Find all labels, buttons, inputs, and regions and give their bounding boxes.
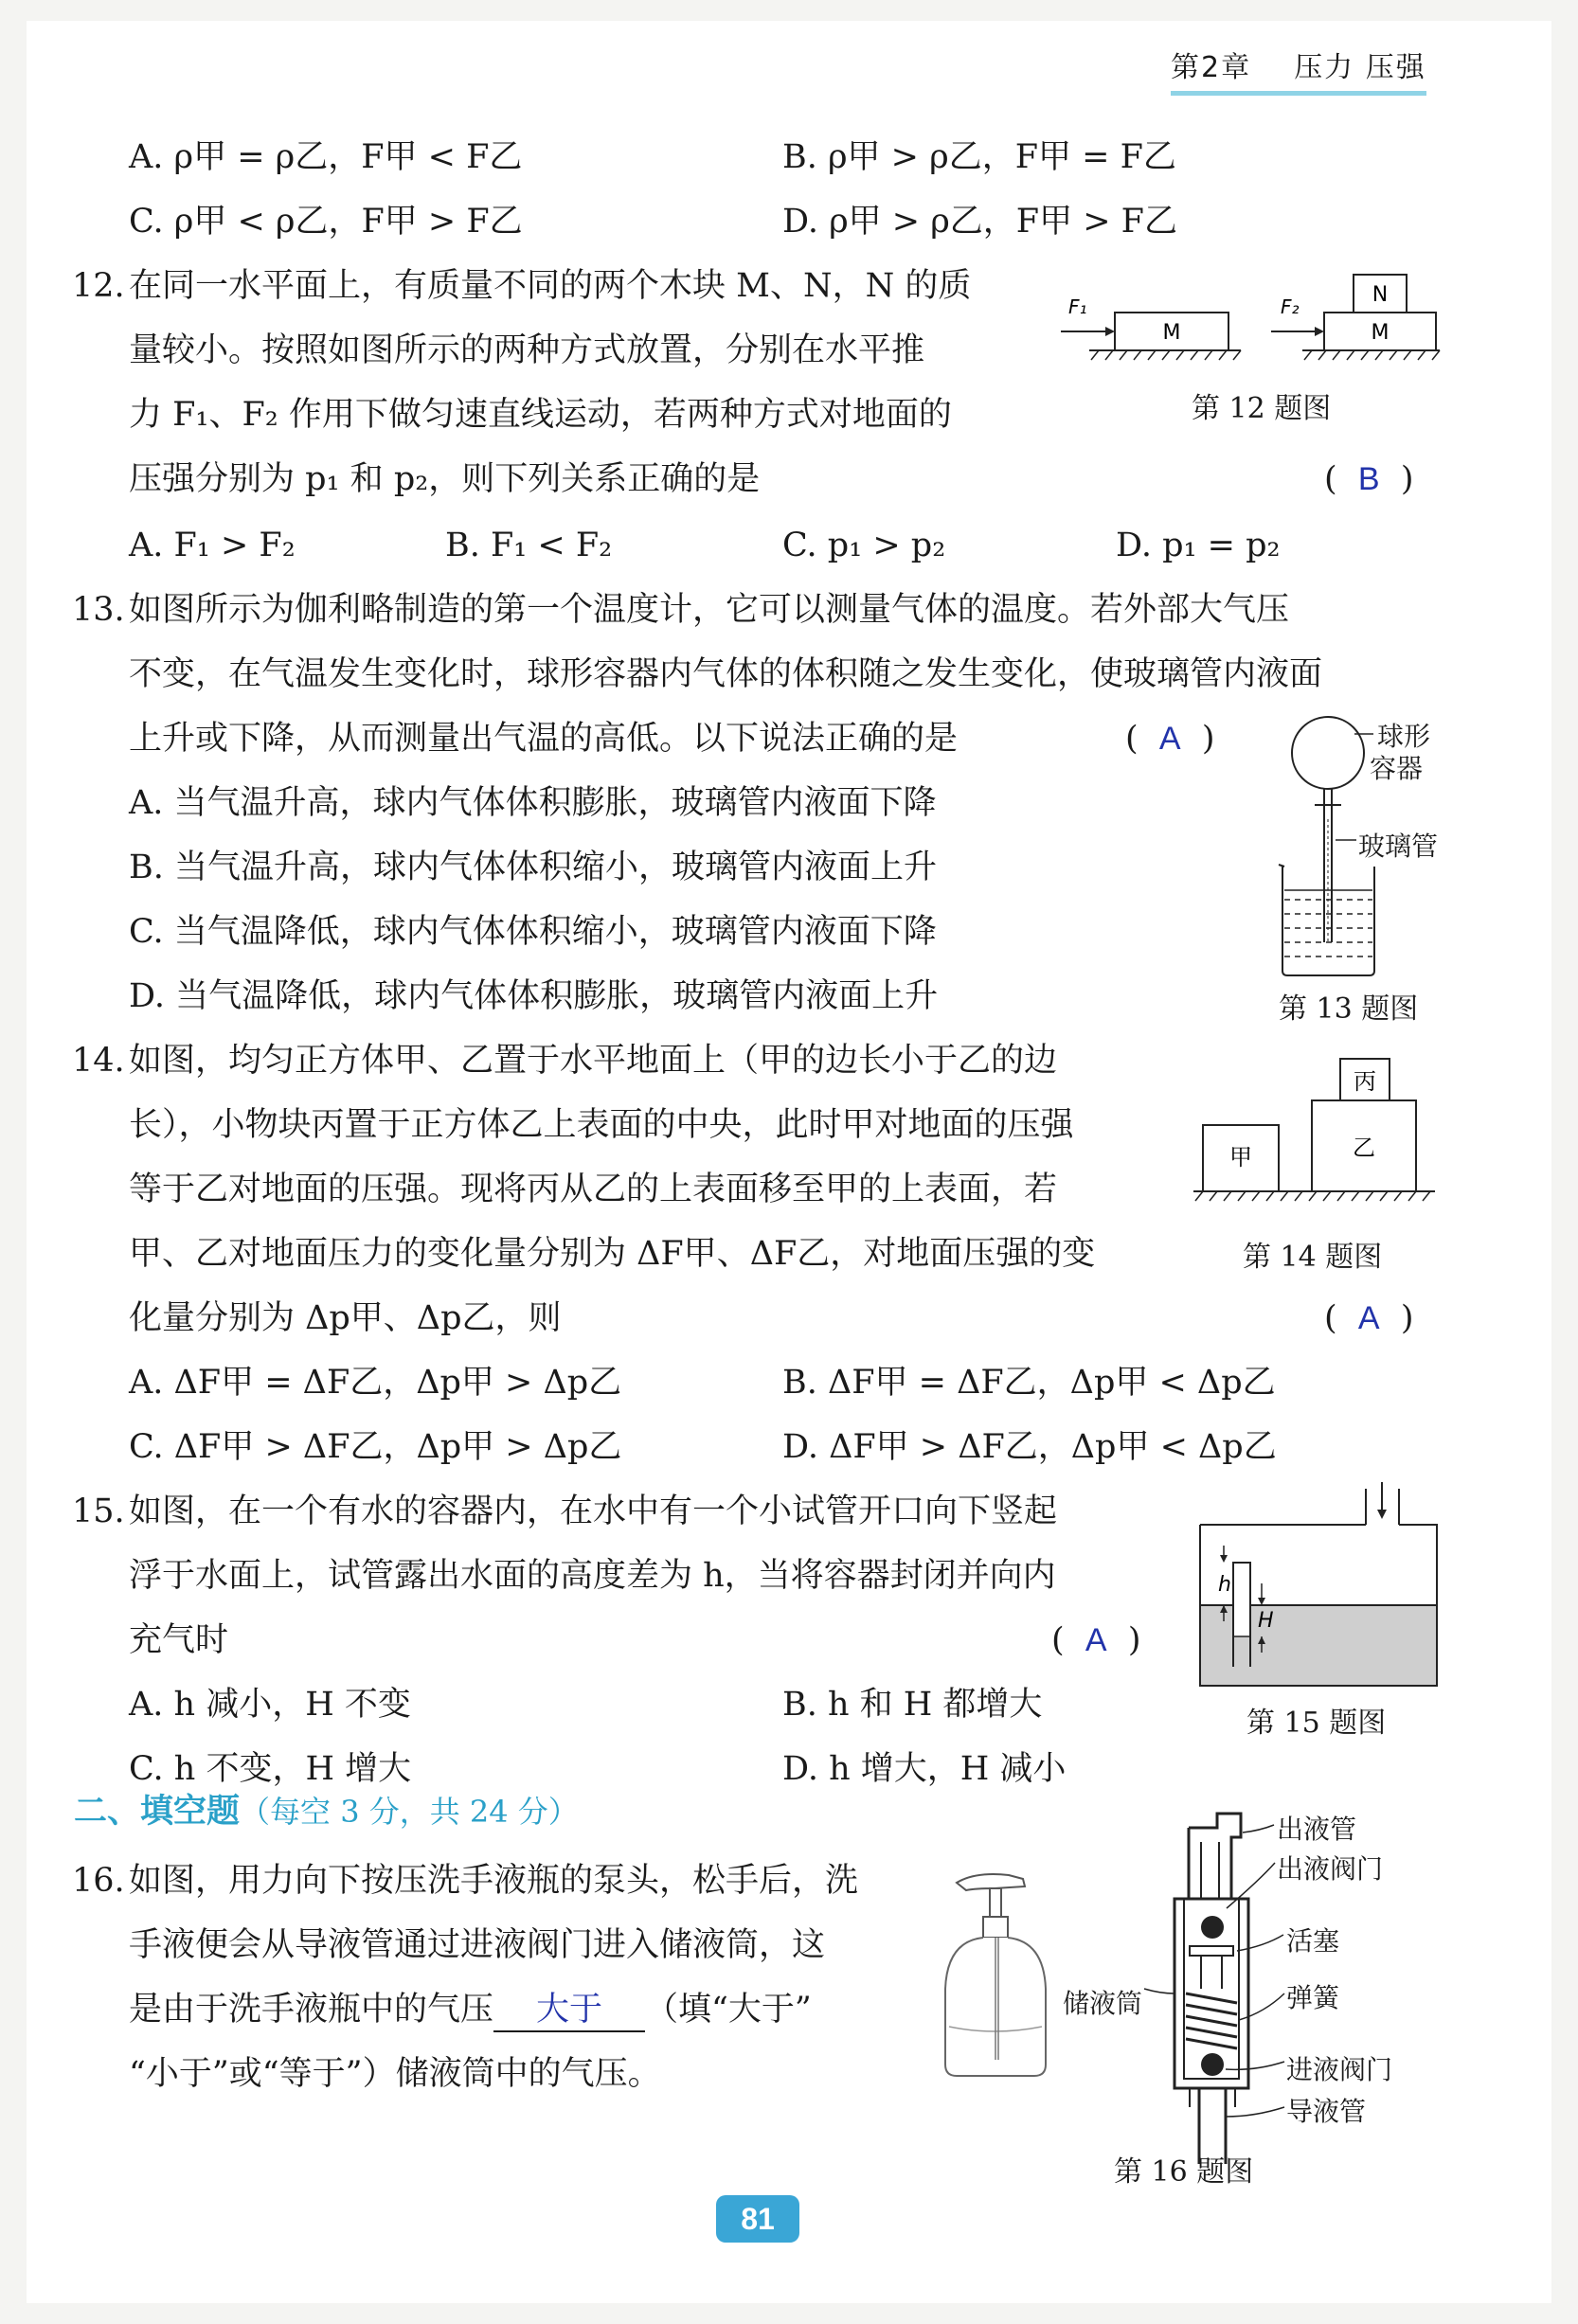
q13-line-2: 不变，在气温发生变化时，球形容器内气体的体积随之发生变化，使玻璃管内液面 bbox=[129, 655, 1323, 693]
block-m-1-label: M bbox=[1162, 321, 1181, 345]
outlet-pipe-label: 出液管 bbox=[1277, 1814, 1357, 1845]
guide-pipe-label: 导液管 bbox=[1286, 2096, 1367, 2127]
q16-line-2: 手液便会从导液管通过进液阀门进入储液筒，这 bbox=[129, 1926, 826, 1964]
f1-label: F₁ bbox=[1068, 295, 1087, 318]
block-bing-label: 丙 bbox=[1354, 1068, 1376, 1095]
q11-option-b: B. ρ甲 > ρ乙，F甲 = F乙 bbox=[782, 138, 1176, 176]
q13-option-d: D. 当气温降低，球内气体体积膨胀，玻璃管内液面上升 bbox=[129, 977, 939, 1015]
q11-option-d: D. ρ甲 > ρ乙，F甲 > F乙 bbox=[782, 203, 1177, 241]
section-2-heading bbox=[74, 1788, 579, 1841]
q16-line-3-after: （填“大于” bbox=[645, 1991, 812, 2029]
cube-yi-label: 乙 bbox=[1353, 1135, 1375, 1161]
q13-line-3: 上升或下降，从而测量出气温的高低。以下说法正确的是 bbox=[129, 720, 959, 758]
q14-number: 14. bbox=[72, 1042, 125, 1080]
q16-line-1: 如图，用力向下按压洗手液瓶的泵头，松手后，洗 bbox=[129, 1862, 859, 1900]
q13-answer-bracket: ( A ) bbox=[1125, 720, 1215, 758]
section-2-note: （每空 3 分，共 24 分） bbox=[240, 1794, 579, 1830]
q12-setup-1 bbox=[1061, 295, 1241, 360]
inlet-valve-label: 进液阀门 bbox=[1286, 2054, 1393, 2085]
f2-label: F₂ bbox=[1281, 295, 1300, 318]
q15-figure bbox=[1195, 1477, 1442, 1695]
q13-option-a: A. 当气温升高，球内气体体积膨胀，玻璃管内液面下降 bbox=[129, 784, 937, 822]
q12-number: 12. bbox=[72, 267, 125, 305]
q12-option-b: B. F₁ < F₂ bbox=[445, 527, 613, 564]
label-h: h bbox=[1218, 1573, 1231, 1597]
spring-label: 弹簧 bbox=[1286, 1982, 1340, 2013]
q16-figure-caption: 第 16 题图 bbox=[1114, 2155, 1254, 2189]
chapter-number: 第2章 bbox=[1171, 51, 1252, 84]
q14-figure bbox=[1193, 1051, 1440, 1203]
q13-answer: A bbox=[1158, 721, 1181, 757]
q14-option-a: A. ΔF甲 = ΔF乙，Δp甲 > Δp乙 bbox=[129, 1364, 622, 1402]
q14-option-c: C. ΔF甲 > ΔF乙，Δp甲 > Δp乙 bbox=[129, 1428, 622, 1466]
q11-option-a: A. ρ甲 = ρ乙，F甲 < F乙 bbox=[129, 138, 523, 176]
soap-bottle-figure bbox=[938, 1866, 1061, 2083]
q16-number: 16. bbox=[72, 1862, 125, 1900]
q16-line-3-before: 是由于洗手液瓶中的气压 bbox=[129, 1991, 494, 2029]
q15-answer: A bbox=[1085, 1622, 1107, 1658]
q14-line-1: 如图，均匀正方体甲、乙置于水平地面上（甲的边长小于乙的边 bbox=[129, 1042, 1058, 1080]
outlet-valve-label: 出液阀门 bbox=[1277, 1853, 1384, 1885]
q14-answer-bracket: ( A ) bbox=[1324, 1299, 1414, 1337]
chapter-header bbox=[1171, 44, 1426, 96]
outlet-pipe bbox=[1189, 1814, 1241, 1899]
q15-option-a: A. h 减小，H 不变 bbox=[129, 1686, 411, 1724]
q15-line-3: 充气时 bbox=[129, 1621, 229, 1659]
outlet-valve-ball bbox=[1201, 1916, 1224, 1939]
q14-answer: A bbox=[1357, 1300, 1380, 1336]
tube-label: 玻璃管 bbox=[1358, 831, 1439, 862]
q15-line-2: 浮于水面上，试管露出水面的高度差为 h，当将容器封闭并向内 bbox=[129, 1557, 1056, 1595]
cube-jia-label: 甲 bbox=[1229, 1144, 1252, 1171]
q14-option-d: D. ΔF甲 > ΔF乙，Δp甲 < Δp乙 bbox=[782, 1428, 1277, 1466]
q15-option-d: D. h 增大，H 减小 bbox=[782, 1750, 1067, 1788]
q14-line-2: 长），小物块丙置于正方体乙上表面的中央，此时甲对地面的压强 bbox=[129, 1106, 1074, 1144]
q11-option-c: C. ρ甲 < ρ乙，F甲 > F乙 bbox=[129, 203, 523, 241]
sphere-label-1: 球形 bbox=[1377, 721, 1431, 752]
section-2-title: 二、填空题 bbox=[74, 1793, 241, 1831]
piston-label: 活塞 bbox=[1286, 1925, 1340, 1957]
q12-line-4: 压强分别为 p₁ 和 p₂，则下列关系正确的是 bbox=[129, 460, 761, 498]
q14-line-4: 甲、乙对地面压力的变化量分别为 ΔF甲、ΔF乙，对地面压强的变 bbox=[129, 1235, 1096, 1273]
q13-number: 13. bbox=[72, 591, 125, 629]
q15-option-c: C. h 不变，H 增大 bbox=[129, 1750, 412, 1788]
q13-option-c: C. 当气温降低，球内气体体积缩小，玻璃管内液面下降 bbox=[129, 913, 937, 951]
q12-setup-2 bbox=[1271, 275, 1440, 360]
q15-line-1: 如图，在一个有水的容器内，在水中有一个小试管开口向下竖起 bbox=[129, 1493, 1058, 1530]
q12-option-a: A. F₁ > F₂ bbox=[129, 527, 296, 564]
block-m-2-label: M bbox=[1371, 321, 1390, 345]
sphere-label-2: 容器 bbox=[1370, 753, 1424, 784]
q12-option-c: C. p₁ > p₂ bbox=[782, 527, 946, 564]
q16-answer-blank: 大于 bbox=[493, 1989, 645, 2032]
q15-number: 15. bbox=[72, 1493, 125, 1530]
piston bbox=[1190, 1946, 1233, 1956]
q12-line-3: 力 F₁、F₂ 作用下做匀速直线运动，若两种方式对地面的 bbox=[129, 396, 952, 434]
q15-answer-bracket: ( A ) bbox=[1051, 1621, 1141, 1659]
q14-figure-caption: 第 14 题图 bbox=[1243, 1241, 1383, 1274]
q12-answer-bracket: ( B ) bbox=[1324, 460, 1414, 498]
q16-line-3 bbox=[129, 1977, 812, 2042]
inlet-valve-ball bbox=[1201, 2053, 1224, 2076]
q14-line-5: 化量分别为 Δp甲、Δp乙，则 bbox=[129, 1299, 562, 1337]
q12-answer: B bbox=[1357, 461, 1380, 497]
q12-line-2: 量较小。按照如图所示的两种方式放置，分别在水平推 bbox=[129, 331, 925, 369]
q12-option-d: D. p₁ = p₂ bbox=[1116, 527, 1281, 564]
cylinder-label: 储液筒 bbox=[1063, 1988, 1143, 2019]
q12-line-1: 在同一水平面上，有质量不同的两个木块 M、N，N 的质 bbox=[129, 267, 972, 305]
page-number: 81 bbox=[716, 2195, 799, 2243]
q15-figure-caption: 第 15 题图 bbox=[1246, 1707, 1387, 1740]
q15-option-b: B. h 和 H 都增大 bbox=[782, 1686, 1043, 1724]
q16-line-4: “小于”或“等于”）储液筒中的气压。 bbox=[129, 2055, 661, 2093]
q13-option-b: B. 当气温升高，球内气体体积缩小，玻璃管内液面上升 bbox=[129, 849, 937, 886]
q12-figure-caption: 第 12 题图 bbox=[1192, 392, 1332, 425]
q13-figure-caption: 第 13 题图 bbox=[1279, 992, 1419, 1026]
chapter-title: 压力 压强 bbox=[1294, 51, 1426, 84]
sphere-container bbox=[1292, 717, 1364, 789]
label-H: H bbox=[1258, 1609, 1274, 1633]
q14-line-3: 等于乙对地面的压强。现将丙从乙的上表面移至甲的上表面，若 bbox=[129, 1171, 1058, 1208]
block-n-label: N bbox=[1372, 283, 1389, 307]
q14-option-b: B. ΔF甲 = ΔF乙，Δp甲 < Δp乙 bbox=[782, 1364, 1276, 1402]
q13-line-1: 如图所示为伽利略制造的第一个温度计，它可以测量气体的温度。若外部大气压 bbox=[129, 591, 1290, 629]
